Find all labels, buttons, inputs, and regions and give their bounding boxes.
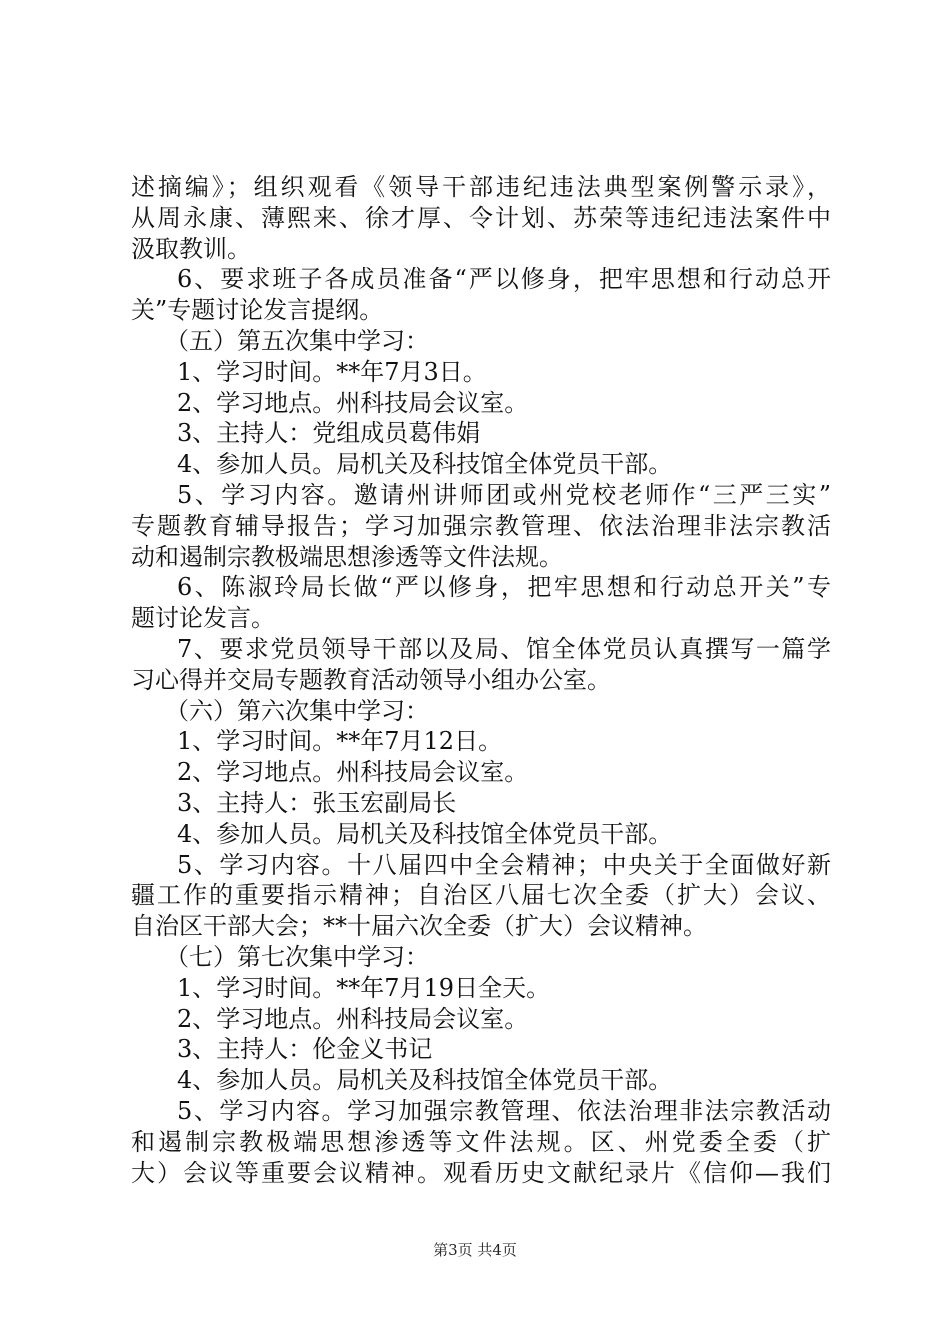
text-line: 从周永康、薄熙来、徐才厚、令计划、苏荣等违纪违法案件中	[131, 203, 831, 232]
text-line: 题讨论发言。	[131, 604, 275, 633]
text-line: 1、学习时间。**年7月12日。	[177, 727, 503, 756]
text-line: 述摘编》；组织观看《领导干部违纪违法典型案例警示录》，	[131, 173, 831, 201]
text-line: 5、学习内容。邀请州讲师团或州党校老师作“三严三实”	[177, 480, 831, 509]
text-line: 汲取教训。	[131, 234, 251, 263]
text-line: 2、学习地点。州科技局会议室。	[177, 388, 529, 417]
text-line: 3、主持人：张玉宏副局长	[177, 788, 457, 817]
text-line: 自治区干部大会；**十届六次全委（扩大）会议精神。	[131, 912, 707, 941]
section-heading: （六）第六次集中学习：	[165, 696, 429, 725]
text-line: 2、学习地点。州科技局会议室。	[177, 758, 529, 787]
text-line: 7、要求党员领导干部以及局、馆全体党员认真撰写一篇学	[177, 634, 831, 663]
text-line: 5、学习内容。十八届四中全会精神；中央关于全面做好新	[177, 850, 831, 879]
text-line: 习心得并交局专题教育活动领导小组办公室。	[131, 665, 611, 694]
text-line: 1、学习时间。**年7月3日。	[177, 357, 487, 386]
text-line: 4、参加人员。局机关及科技馆全体党员干部。	[177, 450, 673, 479]
page-number: 第3页 共4页	[433, 1241, 517, 1259]
text-line: 4、参加人员。局机关及科技馆全体党员干部。	[177, 819, 673, 848]
section-heading: （七）第七次集中学习：	[165, 942, 429, 971]
text-line: 3、主持人：党组成员葛伟娟	[177, 419, 481, 448]
text-line: 和遏制宗教极端思想渗透等文件法规。区、州党委全委（扩	[131, 1127, 831, 1156]
page-footer	[0, 1239, 950, 1260]
text-line: 专题教育辅导报告；学习加强宗教管理、依法治理非法宗教活	[131, 511, 831, 540]
text-line: 大）会议等重要会议精神。观看历史文献纪录片《信仰—我们	[131, 1158, 831, 1187]
text-line: 3、主持人：伦金义书记	[177, 1035, 433, 1064]
document-body	[131, 172, 831, 1188]
text-line: 关”专题讨论发言提纲。	[131, 296, 384, 325]
text-line: 5、学习内容。学习加强宗教管理、依法治理非法宗教活动	[177, 1096, 831, 1125]
text-line: 1、学习时间。**年7月19日全天。	[177, 973, 551, 1002]
text-line: 2、学习地点。州科技局会议室。	[177, 1004, 529, 1033]
text-line: 动和遏制宗教极端思想渗透等文件法规。	[131, 542, 563, 571]
section-heading: （五）第五次集中学习：	[165, 326, 429, 355]
text-line: 疆工作的重要指示精神；自治区八届七次全委（扩大）会议、	[131, 881, 831, 910]
text-line: 6、要求班子各成员准备“严以修身，把牢思想和行动总开	[177, 265, 831, 294]
text-line: 6、陈淑玲局长做“严以修身，把牢思想和行动总开关”专	[177, 573, 831, 602]
text-line: 4、参加人员。局机关及科技馆全体党员干部。	[177, 1066, 673, 1095]
